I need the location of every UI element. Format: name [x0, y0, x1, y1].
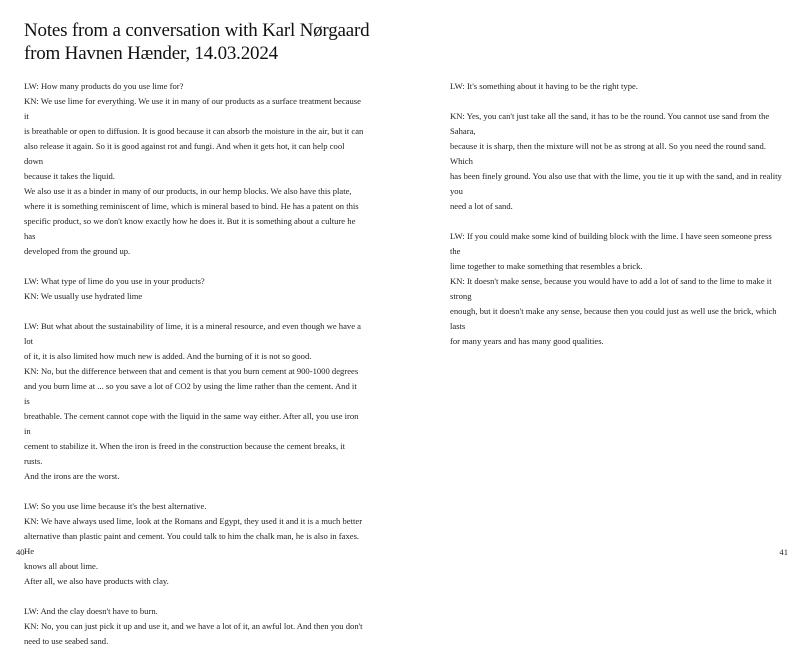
interview-paragraph — [450, 109, 782, 214]
text-line: After all, we also have products with clay. — [24, 576, 169, 586]
text-line: cement to stabilize it. When the iron is freed in the construction because the cement breaks, it rusts. — [24, 441, 346, 466]
interview-paragraph — [24, 274, 364, 304]
page-title: Notes from a conversation with Karl Nørgaard from Havnen Hænder, 14.03.2024 — [24, 20, 370, 64]
text-line: LW: And the clay doesn't have to burn. — [24, 606, 158, 616]
text-line: enough, but it doesn't make any sense, because then you could just as well use the brick, which lasts — [450, 306, 777, 331]
text-line: KN: We use lime for everything. We use it in many of our products as a surface treatment because it — [24, 96, 361, 121]
text-line: also release it again. So it is good against rot and fungi. And when it gets hot, it can help cool down — [24, 141, 345, 166]
text-line: KN: Yes, you can't just take all the sand, it has to be the round. You cannot use sand from the Sahara, — [450, 111, 770, 136]
interview-paragraph — [24, 319, 364, 484]
text-line: alternative than plastic paint and cement. You could talk to him the chalk man, he is also in faxes. He — [24, 531, 360, 556]
text-line: is breathable or open to diffusion. It is good because it can absorb the moisture in the air, but it can — [24, 126, 364, 136]
text-line: LW: What type of lime do you use in your products? — [24, 276, 205, 286]
text-line: lime together to make something that resembles a brick. — [450, 261, 643, 271]
text-line: KN: We usually use hydrated lime — [24, 291, 143, 301]
right-page-text — [450, 79, 782, 349]
text-line: has been finely ground. You also use that with the lime, you tie it up with the sand, and in reality you — [450, 171, 782, 196]
text-line: where it is something reminiscent of lime, which is mineral based to bind. He has a patent on this — [24, 201, 359, 211]
text-line: KN: It doesn't make sense, because you would have to add a lot of sand to the lime to make it strong — [450, 276, 772, 301]
text-line: because it is sharp, then the mixture will not be as strong at all. So you need the round sand. Which — [450, 141, 766, 166]
interview-paragraph — [450, 79, 782, 94]
text-line: We also use it as a binder in many of our products, in our hemp blocks. We also have this plate, — [24, 186, 352, 196]
text-line: KN: We have always used lime, look at the Romans and Egypt, they used it and it is a much better — [24, 516, 363, 526]
text-line: And the irons are the worst. — [24, 471, 120, 481]
interview-paragraph — [24, 79, 364, 259]
page-number-left: 40 — [16, 547, 25, 557]
text-line: developed from the ground up. — [24, 246, 131, 256]
interview-paragraph — [450, 229, 782, 349]
text-line: LW: How many products do you use lime for? — [24, 81, 184, 91]
text-line: breathable. The cement cannot cope with the liquid in the same way either. After all, you use iron in — [24, 411, 359, 436]
interview-paragraph — [24, 604, 364, 649]
text-line: for many years and has many good qualities. — [450, 336, 604, 346]
text-line: LW: So you use lime because it's the best alternative. — [24, 501, 207, 511]
text-line: LW: If you could make some kind of building block with the lime. I have seen someone press the — [450, 231, 772, 256]
interview-paragraph — [24, 499, 364, 589]
text-line: need a lot of sand. — [450, 201, 513, 211]
text-line: KN: No, you can just pick it up and use it, and we have a lot of it, an awful lot. And then you don't — [24, 621, 363, 631]
text-line: and you burn lime at ... so you save a lot of CO2 by using the lime rather than the cement. And it is — [24, 381, 357, 406]
text-line: KN: No, but the difference between that and cement is that you burn cement at 900-1000 degrees — [24, 366, 359, 376]
text-line: specific product, so we don't know exactly how he does it. But it is something about a culture he has — [24, 216, 356, 241]
text-line: because it takes the liquid. — [24, 171, 115, 181]
text-line: knows all about lime. — [24, 561, 98, 571]
left-page-text — [24, 79, 364, 649]
page-number-right: 41 — [779, 547, 788, 557]
text-line: need to use seabed sand. — [24, 636, 109, 646]
text-line: of it, it is also limited how much new is added. And the burning of it is not so good. — [24, 351, 312, 361]
text-line: LW: But what about the sustainability of lime, it is a mineral resource, and even though we have a lot — [24, 321, 361, 346]
text-line: LW: It's something about it having to be the right type. — [450, 81, 638, 91]
